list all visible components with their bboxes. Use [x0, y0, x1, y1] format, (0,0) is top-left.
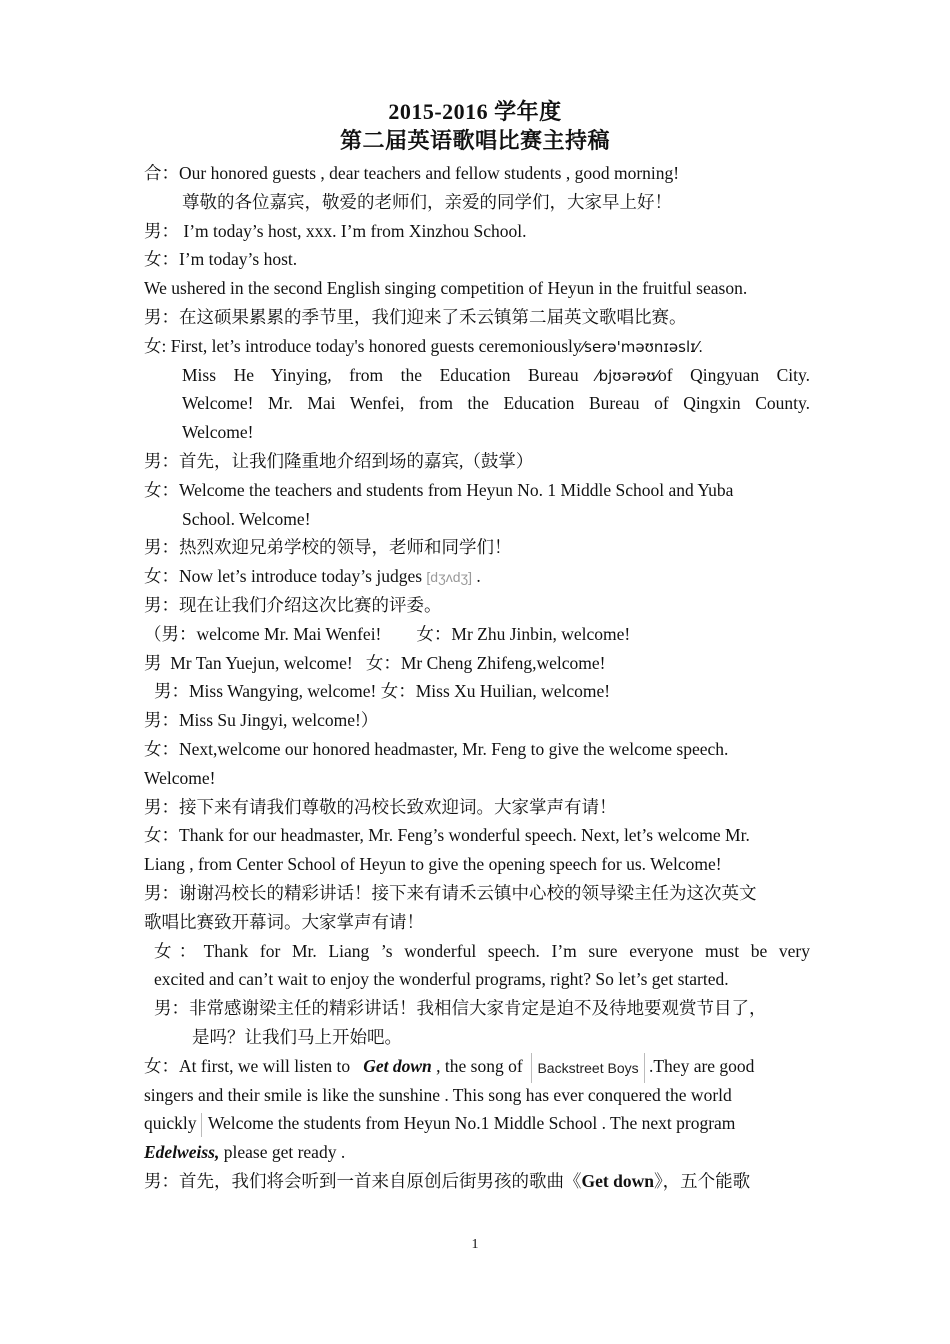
- script-line: 女：Thank for our headmaster, Mr. Feng’s wonderful speech. Next, let’s welcome Mr.: [144, 825, 750, 846]
- script-line: 女：Next,welcome our honored headmaster, Mr. Feng to give the welcome speech.: [144, 738, 729, 759]
- script-line: School. Welcome!: [182, 508, 311, 529]
- line-text: 女：At first, we will listen to: [144, 1055, 364, 1076]
- line-text: of Qingyuan City.: [657, 364, 810, 385]
- script-line: 男： I’m today’s host, xxx. I’m from Xinzhou School.: [144, 220, 527, 241]
- line-text: , the song of: [431, 1055, 532, 1076]
- line-text: .: [472, 566, 481, 587]
- script-line: Welcome!: [144, 767, 216, 788]
- script-line: [144, 332, 810, 361]
- script-line: 男 Mr Tan Yuejun, welcome! 女：Mr Cheng Zhifeng,welcome!: [144, 652, 606, 673]
- script-line: 女：Welcome the teachers and students from Heyun No. 1 Middle School and Yuba: [144, 479, 734, 500]
- program-title: Edelweiss,: [144, 1142, 220, 1163]
- line-text: Miss He Yinying, from the Education Bureau: [182, 364, 597, 385]
- line-text: 女：Now let’s introduce today’s judges: [144, 566, 427, 587]
- script-line: 男：谢谢冯校长的精彩讲话！接下来有请禾云镇中心校的领导梁主任为这次英文: [144, 882, 757, 903]
- script-line: 男：热烈欢迎兄弟学校的领导，老师和同学们！: [144, 537, 512, 558]
- script-line: 是吗？让我们马上开始吧。: [192, 1026, 402, 1047]
- script-line: 女：Thank for Mr. Liang ’s wonderful speech. I’m sure everyone must be very: [154, 940, 810, 961]
- script-line: 歌唱比赛致开幕词。大家掌声有请！: [144, 911, 424, 932]
- script-line: 尊敬的各位嘉宾，敬爱的老师们，亲爱的同学们，大家早上好！: [182, 191, 672, 212]
- song-title: Get down: [363, 1055, 432, 1076]
- script-line: 男：首先，让我们隆重地介绍到场的嘉宾,（鼓掌）: [144, 450, 534, 471]
- script-line: 男：接下来有请我们尊敬的冯校长致欢迎词。大家掌声有请！: [144, 796, 617, 817]
- script-line: We ushered in the second English singing competition of Heyun in the fruitful season.: [144, 278, 748, 299]
- song-title: Get down: [581, 1170, 654, 1191]
- script-line: [144, 1138, 810, 1167]
- script-line: 女：I’m today’s host.: [144, 249, 298, 270]
- text-cursor-mark: [201, 1113, 208, 1137]
- script-line: 男：Miss Wangying, welcome! 女：Miss Xu Huilian, welcome!: [154, 681, 611, 702]
- phonetic-chip: [dʒʌdʒ]: [426, 569, 473, 586]
- script-line: [144, 562, 810, 591]
- script-body: [144, 159, 810, 1196]
- script-line: [144, 361, 810, 390]
- script-line: [144, 1109, 810, 1138]
- line-text: please get ready .: [219, 1142, 346, 1163]
- line-text: 女: First, let’s introduce today's honored guests ceremoniously: [144, 335, 582, 356]
- line-text: .They are good: [644, 1055, 755, 1076]
- phonetic-text: ⁄bjʊərəʊ⁄: [596, 366, 658, 385]
- script-line: Liang , from Center School of Heyun to give the opening speech for us. Welcome!: [144, 854, 722, 875]
- line-text: Welcome the students from Heyun No.1 Middle School . The next program: [207, 1113, 736, 1134]
- script-line: Welcome!: [182, 422, 254, 443]
- script-line: 男：非常感谢梁主任的精彩讲话！我相信大家肯定是迫不及待地要观赏节目了，: [154, 998, 767, 1019]
- script-line: [144, 1052, 810, 1081]
- page-number: 1: [471, 1237, 479, 1252]
- line-text: 男：首先，我们将会听到一首来自原创后街男孩的歌曲《: [144, 1170, 582, 1191]
- script-line: 男：Miss Su Jingyi, welcome!）: [144, 710, 379, 731]
- script-line: 男：在这硕果累累的季节里，我们迎来了禾云镇第二届英文歌唱比赛。: [144, 306, 687, 327]
- script-line: （男：welcome Mr. Mai Wenfei! 女：Mr Zhu Jinbin, welcome!: [144, 623, 631, 644]
- script-line: singers and their smile is like the sunshine . This song has ever conquered the world: [144, 1084, 732, 1105]
- doc-title-year: 2015-2016 学年度: [388, 99, 562, 124]
- artist-textbox: Backstreet Boys: [531, 1053, 644, 1083]
- script-line: 合：Our honored guests , dear teachers and fellow students , good morning!: [144, 163, 680, 183]
- line-text: quickly: [144, 1113, 201, 1134]
- doc-title-main: 第二届英语歌唱比赛主持稿: [339, 128, 610, 153]
- script-line: 男：现在让我们介绍这次比赛的评委。: [144, 594, 442, 615]
- line-text: 》，五个能歌: [653, 1170, 751, 1191]
- script-line: excited and can’t wait to enjoy the wonderful programs, right? So let’s get started.: [154, 969, 729, 990]
- script-line: Welcome! Mr. Mai Wenfei, from the Education Bureau of Qingxin County.: [182, 393, 810, 414]
- phonetic-text: ⁄serə'məʊnɪəslɪ⁄.: [581, 337, 703, 356]
- script-line: [144, 1167, 810, 1196]
